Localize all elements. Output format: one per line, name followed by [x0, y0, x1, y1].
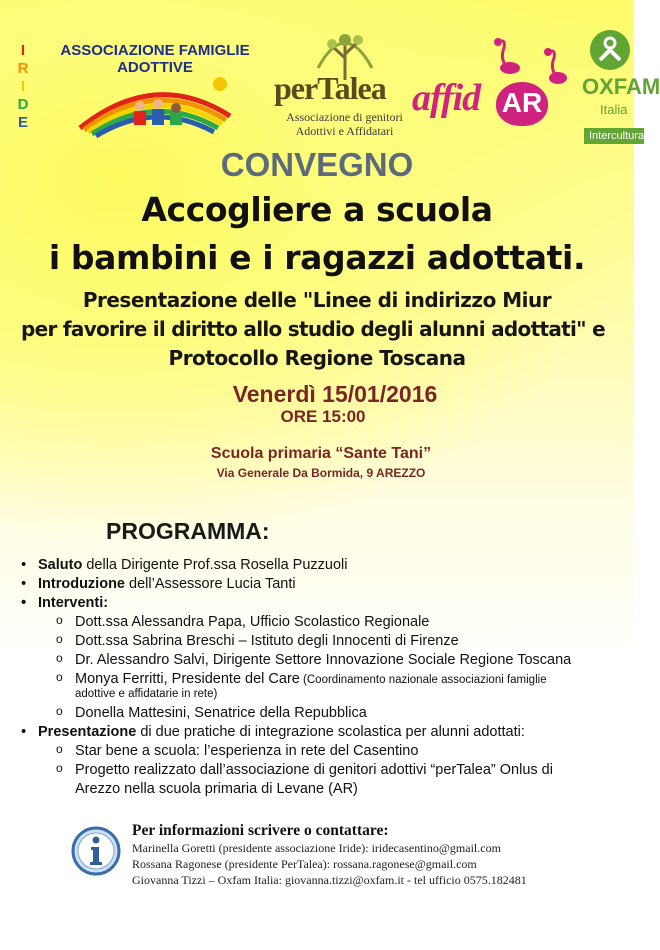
iride-name-line2: ADOTTIVE: [117, 59, 193, 76]
iride-letter: E: [17, 114, 28, 131]
affidar-wordmark: affid: [412, 77, 481, 119]
iride-letter: R: [17, 60, 29, 77]
subtitle-line3: Protocollo Regione Toscana: [168, 346, 466, 370]
iride-vertical-letters: [12, 42, 34, 132]
sub-list-item: o Dr. Alessandro Salvi, Dirigente Settore Innovazione Sociale Regione Toscana: [75, 652, 571, 668]
subtitle-line2: per favorire il diritto allo studio degli alunni adottati" e: [21, 317, 605, 341]
sub-list-item: [75, 671, 547, 687]
item-text: della Dirigente Prof.ssa Rosella Puzzuoli: [82, 557, 348, 573]
flamingo-icon: [484, 36, 524, 82]
pertalea-logo: [272, 28, 417, 140]
oxfam-subtitle: Italia: [600, 102, 628, 117]
programma-title: PROGRAMMA:: [106, 518, 270, 544]
sub-list-item: o Progetto realizzato dall’associazione di genitori adottivi “perTalea” Onlus di: [75, 762, 553, 778]
pertalea-name: perTalea: [274, 70, 386, 106]
iride-logo: [10, 38, 268, 130]
sub-list-item: o Star bene a scuola: l’esperienza in rete del Casentino: [75, 743, 418, 759]
convegno-label: CONVEGNO: [220, 146, 414, 183]
item-note: (Coordinamento nazionale associazioni famiglie: [299, 674, 547, 686]
item-bold: Presentazione: [38, 724, 137, 740]
affidar-logo: [412, 36, 572, 136]
oxfam-logo: [582, 30, 660, 146]
sub-list-item-continuation: Arezzo nella scuola primaria di Levane (AR): [75, 781, 358, 797]
pertalea-subtitle: [272, 110, 417, 138]
list-item: [38, 724, 525, 740]
sub-list-item: o Dott.ssa Alessandra Papa, Ufficio Scolastico Regionale: [75, 614, 429, 630]
oxfam-name: OXFAM: [582, 74, 660, 99]
list-item: [38, 576, 296, 592]
info-icon: [71, 826, 121, 876]
title-line1: Accogliere a scuola: [141, 190, 493, 229]
item-bold: Saluto: [38, 557, 83, 573]
event-address: Via Generale Da Bormida, 9 AREZZO: [216, 466, 426, 480]
iride-letter: I: [20, 42, 26, 59]
contact-line: Giovanna Tizzi – Oxfam Italia: giovanna.tizzi@oxfam.it - tel ufficio 0575.182481: [132, 873, 527, 887]
iride-letter: I: [20, 78, 26, 95]
subtitle-line1: Presentazione delle "Linee di indirizzo Miur: [82, 288, 552, 312]
sub-list-item-continuation: adottive e affidatarie in rete): [75, 688, 218, 700]
contact-line: Marinella Goretti (presidente associazione Iride): iridecasentino@gmail.com: [132, 841, 501, 855]
oxfam-person-icon: [590, 30, 630, 70]
oxfam-intercultura-bar: Intercultura: [584, 128, 644, 144]
item-bold: Introduzione: [38, 576, 125, 592]
contacts-heading: Per informazioni scrivere o contattare:: [132, 822, 389, 839]
list-item: • Interventi:: [38, 595, 108, 611]
sub-list-item: o Dott.ssa Sabrina Breschi – Istituto degli Innocenti di Firenze: [75, 633, 459, 649]
item-text: Monya Ferritti, Presidente del Care: [75, 671, 300, 687]
iride-letter: D: [17, 96, 29, 113]
event-time: ORE 15:00: [280, 407, 366, 426]
item-text: dell’Assessore Lucia Tanti: [125, 576, 296, 592]
affidar-badge: AR: [496, 82, 548, 126]
item-text: di due pratiche di integrazione scolastica per alunni adottati:: [136, 724, 525, 740]
sub-list-item: o Donella Mattesini, Senatrice della Repubblica: [75, 705, 367, 721]
list-item: [38, 557, 347, 573]
title-line2: i bambini e i ragazzi adottati.: [48, 238, 586, 277]
event-venue: Scuola primaria “Sante Tani”: [210, 445, 432, 462]
event-date: Venerdì 15/01/2016: [232, 381, 438, 407]
rainbow-children-icon: [70, 76, 240, 132]
flamingo-icon: [536, 46, 572, 90]
contact-line: Rossana Ragonese (presidente PerTalea): rossana.ragonese@gmail.com: [132, 857, 477, 871]
iride-association-name: [42, 42, 268, 76]
pertalea-sub-line1: Associazione di genitori: [286, 110, 403, 124]
pertalea-sub-line2: Adottivi e Affidatari: [295, 124, 394, 138]
iride-name-line1: ASSOCIAZIONE FAMIGLIE: [60, 42, 250, 59]
